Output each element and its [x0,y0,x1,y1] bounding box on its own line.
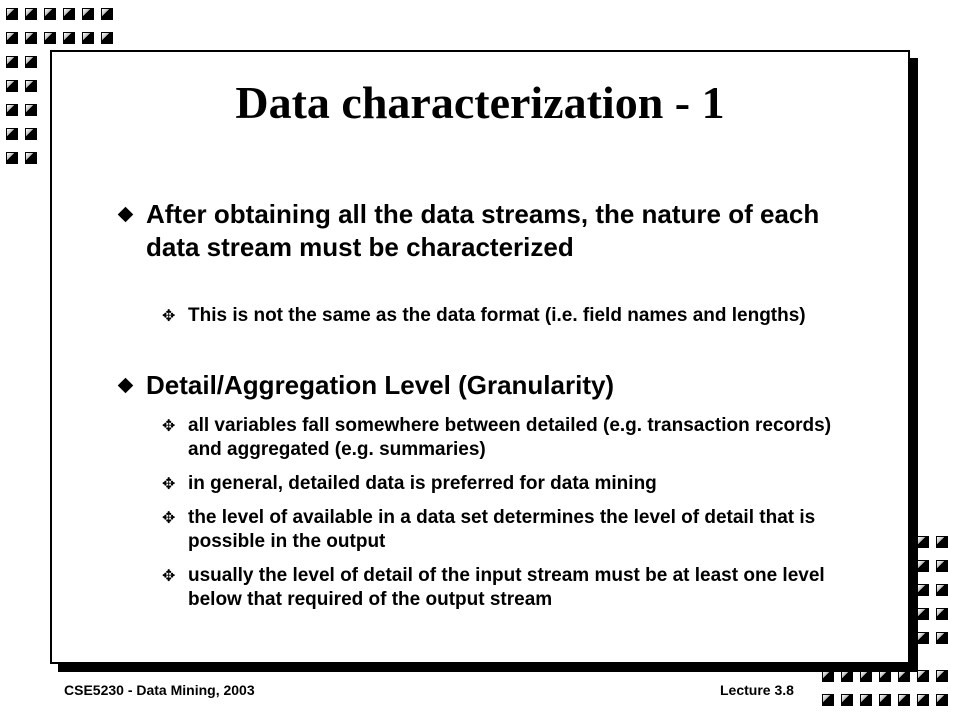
decorative-square [936,560,948,572]
sub-bullet-text: This is not the same as the data format (i.e. field names and lengths) [188,305,806,326]
sub-bullet-item-1-1 [162,304,862,328]
decorative-square [101,32,113,44]
diamond-bullet-icon [118,378,134,394]
decorative-square [44,8,56,20]
clover-bullet-icon: ✥ [162,416,176,435]
decorative-square [917,632,929,644]
bullet-text: Detail/Aggregation Level (Granularity) [146,370,615,400]
decorative-squares-top [6,8,115,46]
decorative-square [25,80,37,92]
decorative-square [917,560,929,572]
decorative-square [25,152,37,164]
decorative-square [25,128,37,140]
decorative-square [63,8,75,20]
sub-bullet-text: the level of available in a data set determines the level of detail that is possible in the output [188,507,816,552]
clover-bullet-icon: ✥ [162,474,176,493]
decorative-square [6,128,18,140]
decorative-square [936,694,948,706]
decorative-square [917,608,929,620]
decorative-square [936,670,948,682]
decorative-square [936,536,948,548]
decorative-square [917,584,929,596]
sub-bullet-item-2-1 [162,414,862,462]
decorative-squares-right [917,536,950,646]
decorative-square [936,584,948,596]
decorative-square [25,32,37,44]
decorative-square [936,632,948,644]
decorative-square [822,694,834,706]
decorative-square [6,80,18,92]
decorative-square [82,8,94,20]
bullet-item-1 [116,198,876,264]
sub-bullet-item-2-3 [162,506,862,554]
bullet-text: After obtaining all the data streams, the nature of each data stream must be characterized [146,199,820,262]
decorative-square [6,8,18,20]
decorative-square [898,694,910,706]
sub-bullet-text: in general, detailed data is preferred for data mining [188,473,657,494]
decorative-square [6,32,18,44]
decorative-square [25,8,37,20]
decorative-square [82,32,94,44]
decorative-square [25,56,37,68]
sub-bullet-text: all variables fall somewhere between detailed (e.g. transaction records) and aggregated (e.g. summaries) [188,415,832,460]
decorative-squares-left [6,56,39,166]
decorative-square [860,694,872,706]
sub-bullet-item-2-4 [162,564,862,612]
decorative-squares-bottom [822,670,950,708]
decorative-square [44,32,56,44]
slide-title: Data characterization - 1 [235,77,725,128]
decorative-square [917,670,929,682]
decorative-square [6,104,18,116]
footer-lecture-number: Lecture 3.8 [720,682,794,698]
decorative-square [6,56,18,68]
decorative-square [917,536,929,548]
decorative-square [6,152,18,164]
diamond-bullet-icon [118,207,134,223]
slide-frame [50,50,910,664]
decorative-square [25,104,37,116]
footer-course: CSE5230 - Data Mining, 2003 [64,682,255,698]
sub-bullet-text: usually the level of detail of the input stream must be at least one level below that required of the output stream [188,565,825,610]
bullet-item-2 [116,369,876,402]
clover-bullet-icon: ✥ [162,508,176,527]
decorative-square [63,32,75,44]
clover-bullet-icon: ✥ [162,306,176,325]
decorative-square [936,608,948,620]
clover-bullet-icon: ✥ [162,566,176,585]
decorative-square [841,694,853,706]
sub-bullet-item-2-2 [162,472,862,496]
decorative-square [879,694,891,706]
decorative-square [917,694,929,706]
decorative-square [101,8,113,20]
